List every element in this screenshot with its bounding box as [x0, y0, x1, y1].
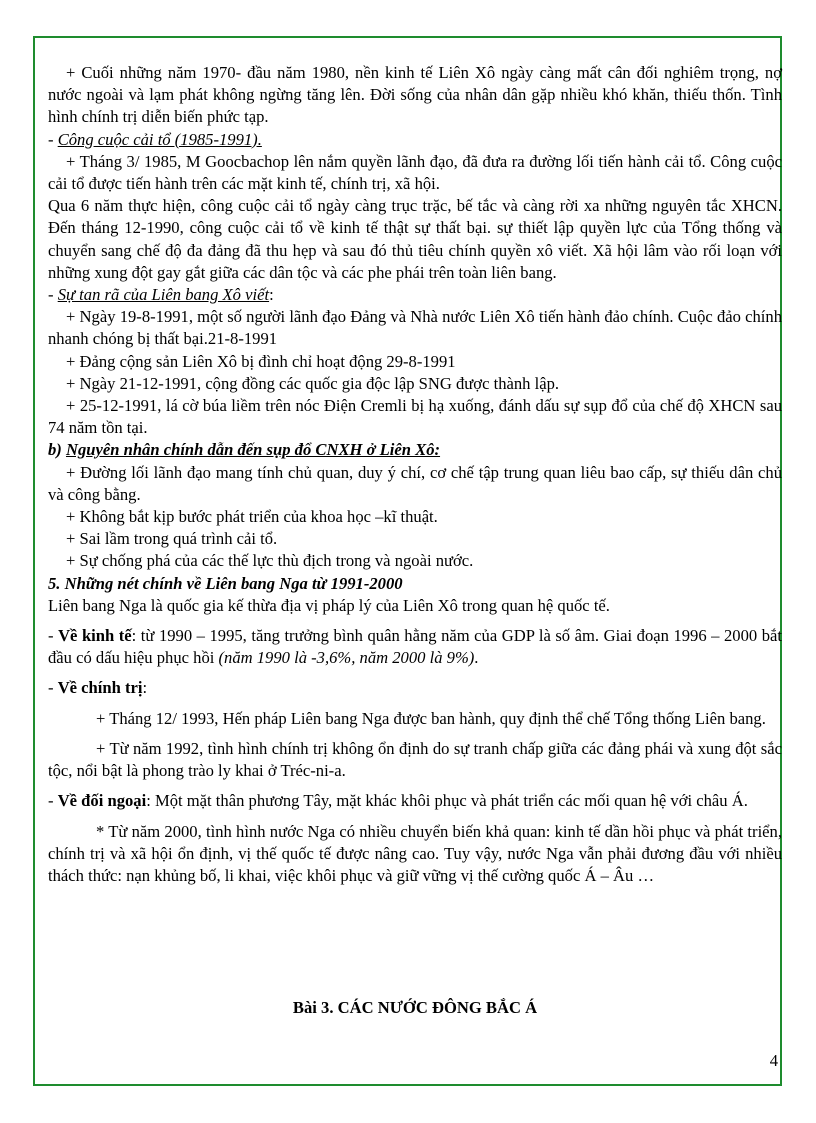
heading-text: Nguyên nhân chính dẫn đến sụp đổ CNXH ở Liên Xô: — [65, 440, 441, 460]
paragraph: + Từ năm 1992, tình hình chính trị không ổn định do sự tranh chấp giữa các đảng phái và xung đột sắc tộc, nổi bật là phong trào ly khai ở Tréc-ni-a. — [48, 738, 782, 781]
section-heading — [48, 284, 782, 306]
section-heading — [48, 439, 782, 461]
heading-prefix: - — [48, 129, 58, 149]
paragraph-text: : Một mặt thân phương Tây, mặt khác khôi phục và phát triển các mối quan hệ với châu Á. — [146, 791, 748, 811]
page-number: 4 — [769, 1051, 778, 1070]
paragraph: + Ngày 19-8-1991, một số người lãnh đạo Đảng và Nhà nước Liên Xô tiến hành đảo chính. Cuộc đảo chính nhanh chóng bị thất bại.21-8-1991 — [48, 307, 782, 349]
document-body — [48, 62, 782, 887]
paragraph-end: : — [142, 678, 148, 698]
paragraph: * Từ năm 2000, tình hình nước Nga có nhiều chuyển biến khả quan: kinh tế dần hồi phục và phát triển, chính trị và xã hội ổn định, vị thế quốc tế được nâng cao. Tuy vậy, nước Nga vẫn phải đương đầu với nhiều thách thức: nạn khủng bố, li khai, việc khôi phục và giữ vững vị thế cường quốc Á – Âu … — [48, 821, 782, 885]
label: Về kinh tế — [58, 626, 132, 646]
paragraph: - Về chính trị: — [48, 678, 148, 698]
paragraph: Liên bang Nga là quốc gia kế thừa địa vị pháp lý của Liên Xô trong quan hệ quốc tế. — [48, 595, 610, 615]
paragraph: + Tháng 12/ 1993, Hến pháp Liên bang Nga được ban hành, quy định thể chế Tổng thống Liên bang. — [96, 708, 766, 728]
paragraph: - Về đối ngoại: Một mặt thân phương Tây, mặt khác khôi phục và phát triển các mối quan hệ với châu Á. — [48, 791, 748, 811]
paragraph-note: (năm 1990 là -3,6%, năm 2000 là 9%) — [218, 648, 475, 668]
paragraph: + 25-12-1991, lá cờ búa liềm trên nóc Điện Cremli bị hạ xuống, đánh dấu sự sụp đổ của chế độ XHCN sau 74 năm tồn tại. — [48, 396, 782, 438]
heading-text: Sự tan rã của Liên bang Xô viết — [57, 285, 270, 305]
paragraph: + Ngày 21-12-1991, cộng đồng các quốc gia độc lập SNG được thành lập. — [66, 373, 560, 393]
section-heading — [48, 129, 782, 151]
paragraph-text: : từ 1990 – 1995, tăng trưởng bình quân hằng năm của GDP là số âm. Giai đoạn 1996 – 2000 bắt đầu có dấu hiệu phục hồi — [48, 626, 782, 668]
heading-suffix: : — [269, 285, 274, 305]
heading-prefix: - — [48, 285, 58, 305]
lesson-title: Bài 3. CÁC NƯỚC ĐÔNG BẮC Á — [292, 998, 538, 1017]
paragraph: + Không bắt kịp bước phát triển của khoa học –kĩ thuật. — [66, 507, 438, 527]
paragraph: Qua 6 năm thực hiện, công cuộc cải tổ ngày càng trục trặc, bế tắc và càng rời xa những nguyên tắc XHCN. Đến tháng 12-1990, công cuộc cải tổ về kinh tế thật sự thất bại. sự thiết lập quyền lực của Tổng thống và chuyển sang chế độ đa đảng đã thu hẹp và sau đó thủ tiêu chính quyền xô viết. Xã hội lâm vào rối loạn với những xung đột gay gắt giữa các dân tộc và các phe phái trên toàn liên bang. — [48, 196, 782, 282]
section-heading: 5. Những nét chính về Liên bang Nga từ 1991-2000 — [48, 573, 403, 593]
heading-text: Công cuộc cải tổ (1985-1991). — [57, 129, 262, 149]
paragraph: + Sai lầm trong quá trình cải tổ. — [66, 529, 278, 549]
paragraph: + Đảng cộng sản Liên Xô bị đình chỉ hoạt động 29-8-1991 — [66, 351, 456, 371]
paragraph: - Về kinh tế: từ 1990 – 1995, tăng trưởng bình quân hằng năm của GDP là số âm. Giai đoạn 1996 – 2000 bắt đầu có dấu hiệu phục hồi (năm 1990 là -3,6%, năm 2000 là 9%). — [48, 626, 782, 668]
paragraph: + Sự chống phá của các thế lực thù địch trong và ngoài nước. — [66, 551, 474, 571]
paragraph-end: . — [474, 648, 479, 668]
label: Về chính trị — [57, 678, 143, 698]
heading-prefix: b) — [48, 440, 66, 460]
paragraph: + Cuối những năm 1970- đầu năm 1980, nền kinh tế Liên Xô ngày càng mất cân đối nghiêm trọng, nợ nước ngoài và lạm phát không ngừng tăng lên. Đời sống của nhân dân gặp nhiều khó khăn, thiếu thốn. Tình hình chính trị diễn biến phức tạp. — [48, 63, 782, 127]
label: Về đối ngoại — [57, 791, 147, 811]
paragraph: + Đường lối lãnh đạo mang tính chủ quan, duy ý chí, cơ chế tập trung quan liêu bao cấp, sự thiếu dân chủ và công bằng. — [48, 462, 782, 504]
paragraph: + Tháng 3/ 1985, M Goocbachop lên nắm quyền lãnh đạo, đã đưa ra đường lối tiến hành cải tổ. Công cuộc cải tổ được tiến hành trên các mặt kinh tế, chính trị, xã hội. — [48, 151, 782, 194]
